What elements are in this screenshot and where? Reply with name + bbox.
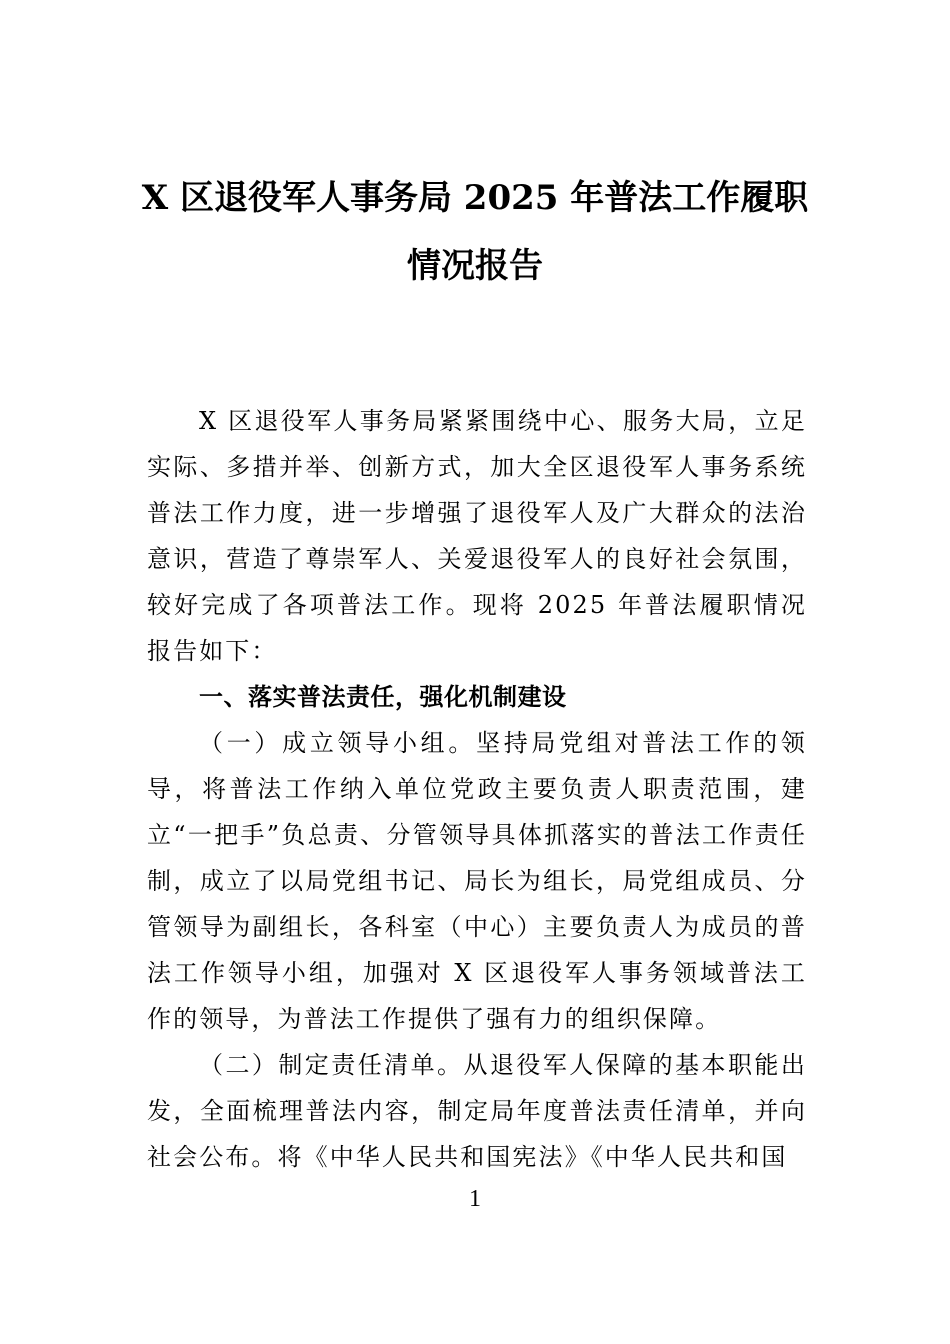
page-number: 1	[469, 1186, 481, 1212]
document-title-line1: X 区退役军人事务局 2025 年普法工作履职	[141, 178, 809, 218]
document-body	[147, 398, 807, 1180]
intro-paragraph: X 区退役军人事务局紧紧围绕中心、服务大局，立足实际、多措并举、创新方式，加大全区退役军人事务系统普法工作力度，进一步增强了退役军人及广大群众的法治意识，营造了尊崇军人、关爱退役军人的良好社会氛围，较好完成了各项普法工作。现将 2025 年普法履职情况报告如下：	[147, 407, 807, 665]
section-heading-1: 一、落实普法责任，强化机制建设	[199, 683, 567, 711]
paragraph-2: （二）制定责任清单。从退役军人保障的基本职能出发，全面梳理普法内容，制定局年度普法责任清单，并向社会公布。将《中华人民共和国宪法》《中华人民共和国	[147, 1051, 807, 1171]
document-title-line2: 情况报告	[407, 246, 543, 286]
paragraph-1: （一）成立领导小组。坚持局党组对普法工作的领导，将普法工作纳入单位党政主要负责人职责范围，建立“一把手”负总责、分管领导具体抓落实的普法工作责任制，成立了以局党组书记、局长为组长，局党组成员、分管领导为副组长，各科室（中心）主要负责人为成员的普法工作领导小组，加强对 X 区退役军人事务领域普法工作的领导，为普法工作提供了强有力的组织保障。	[147, 729, 807, 1033]
